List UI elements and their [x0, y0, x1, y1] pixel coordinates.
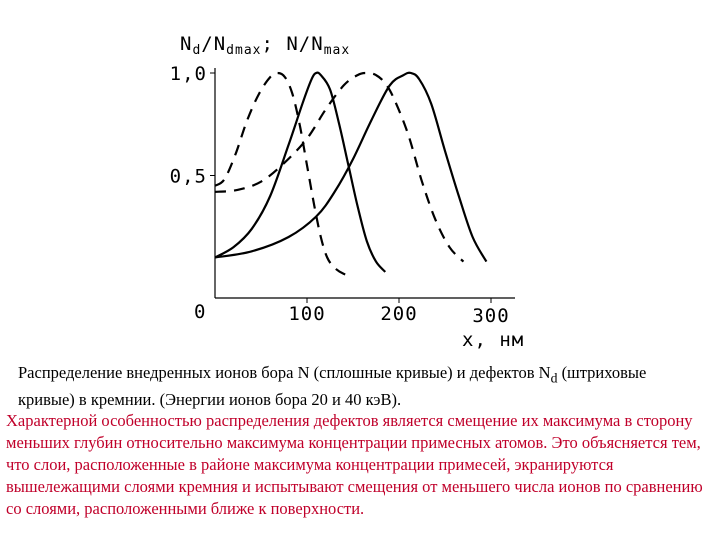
zero-label: 0 — [194, 301, 207, 323]
caption-line1-b: (штриховые — [557, 363, 647, 382]
y-axis-label: $N_d/N_{dmax}$; $N/N_{max}$ — [180, 33, 351, 58]
caption-subscript: d — [550, 370, 558, 386]
ion-curve-2 — [215, 73, 385, 272]
defect-curve-3 — [215, 73, 463, 262]
x-tick-label: 100 — [288, 303, 326, 325]
explanation-note: Характерной особенностью распределения дефектов является смещение их максимума в сторону меньших глубин относительно максимума концентрации примесных атомов. Это объясняется тем, что слои, расположенные в районе максимума концентрации примесей, экранируются вышележащими слоями кремния и испытывают смещения от меньшего числа ионов по сравнению со слоями, расположенными ближе к поверхности. — [6, 411, 703, 518]
x-tick-label: 200 — [380, 303, 418, 325]
x-axis-label: x, нм — [462, 329, 525, 351]
caption-line2: кривые) в кремнии. (Энергии ионов бора 20 и 40 кэВ). — [18, 390, 402, 410]
y-tick-label: 0,5 — [169, 165, 207, 188]
x-tick-label: 300 — [472, 305, 510, 327]
figure-caption — [18, 362, 718, 411]
caption-line1-a: Распределение внедренных ионов бора N (сплошные кривые) и дефектов N — [18, 363, 551, 382]
y-tick-label: 1,0 — [169, 63, 207, 85]
